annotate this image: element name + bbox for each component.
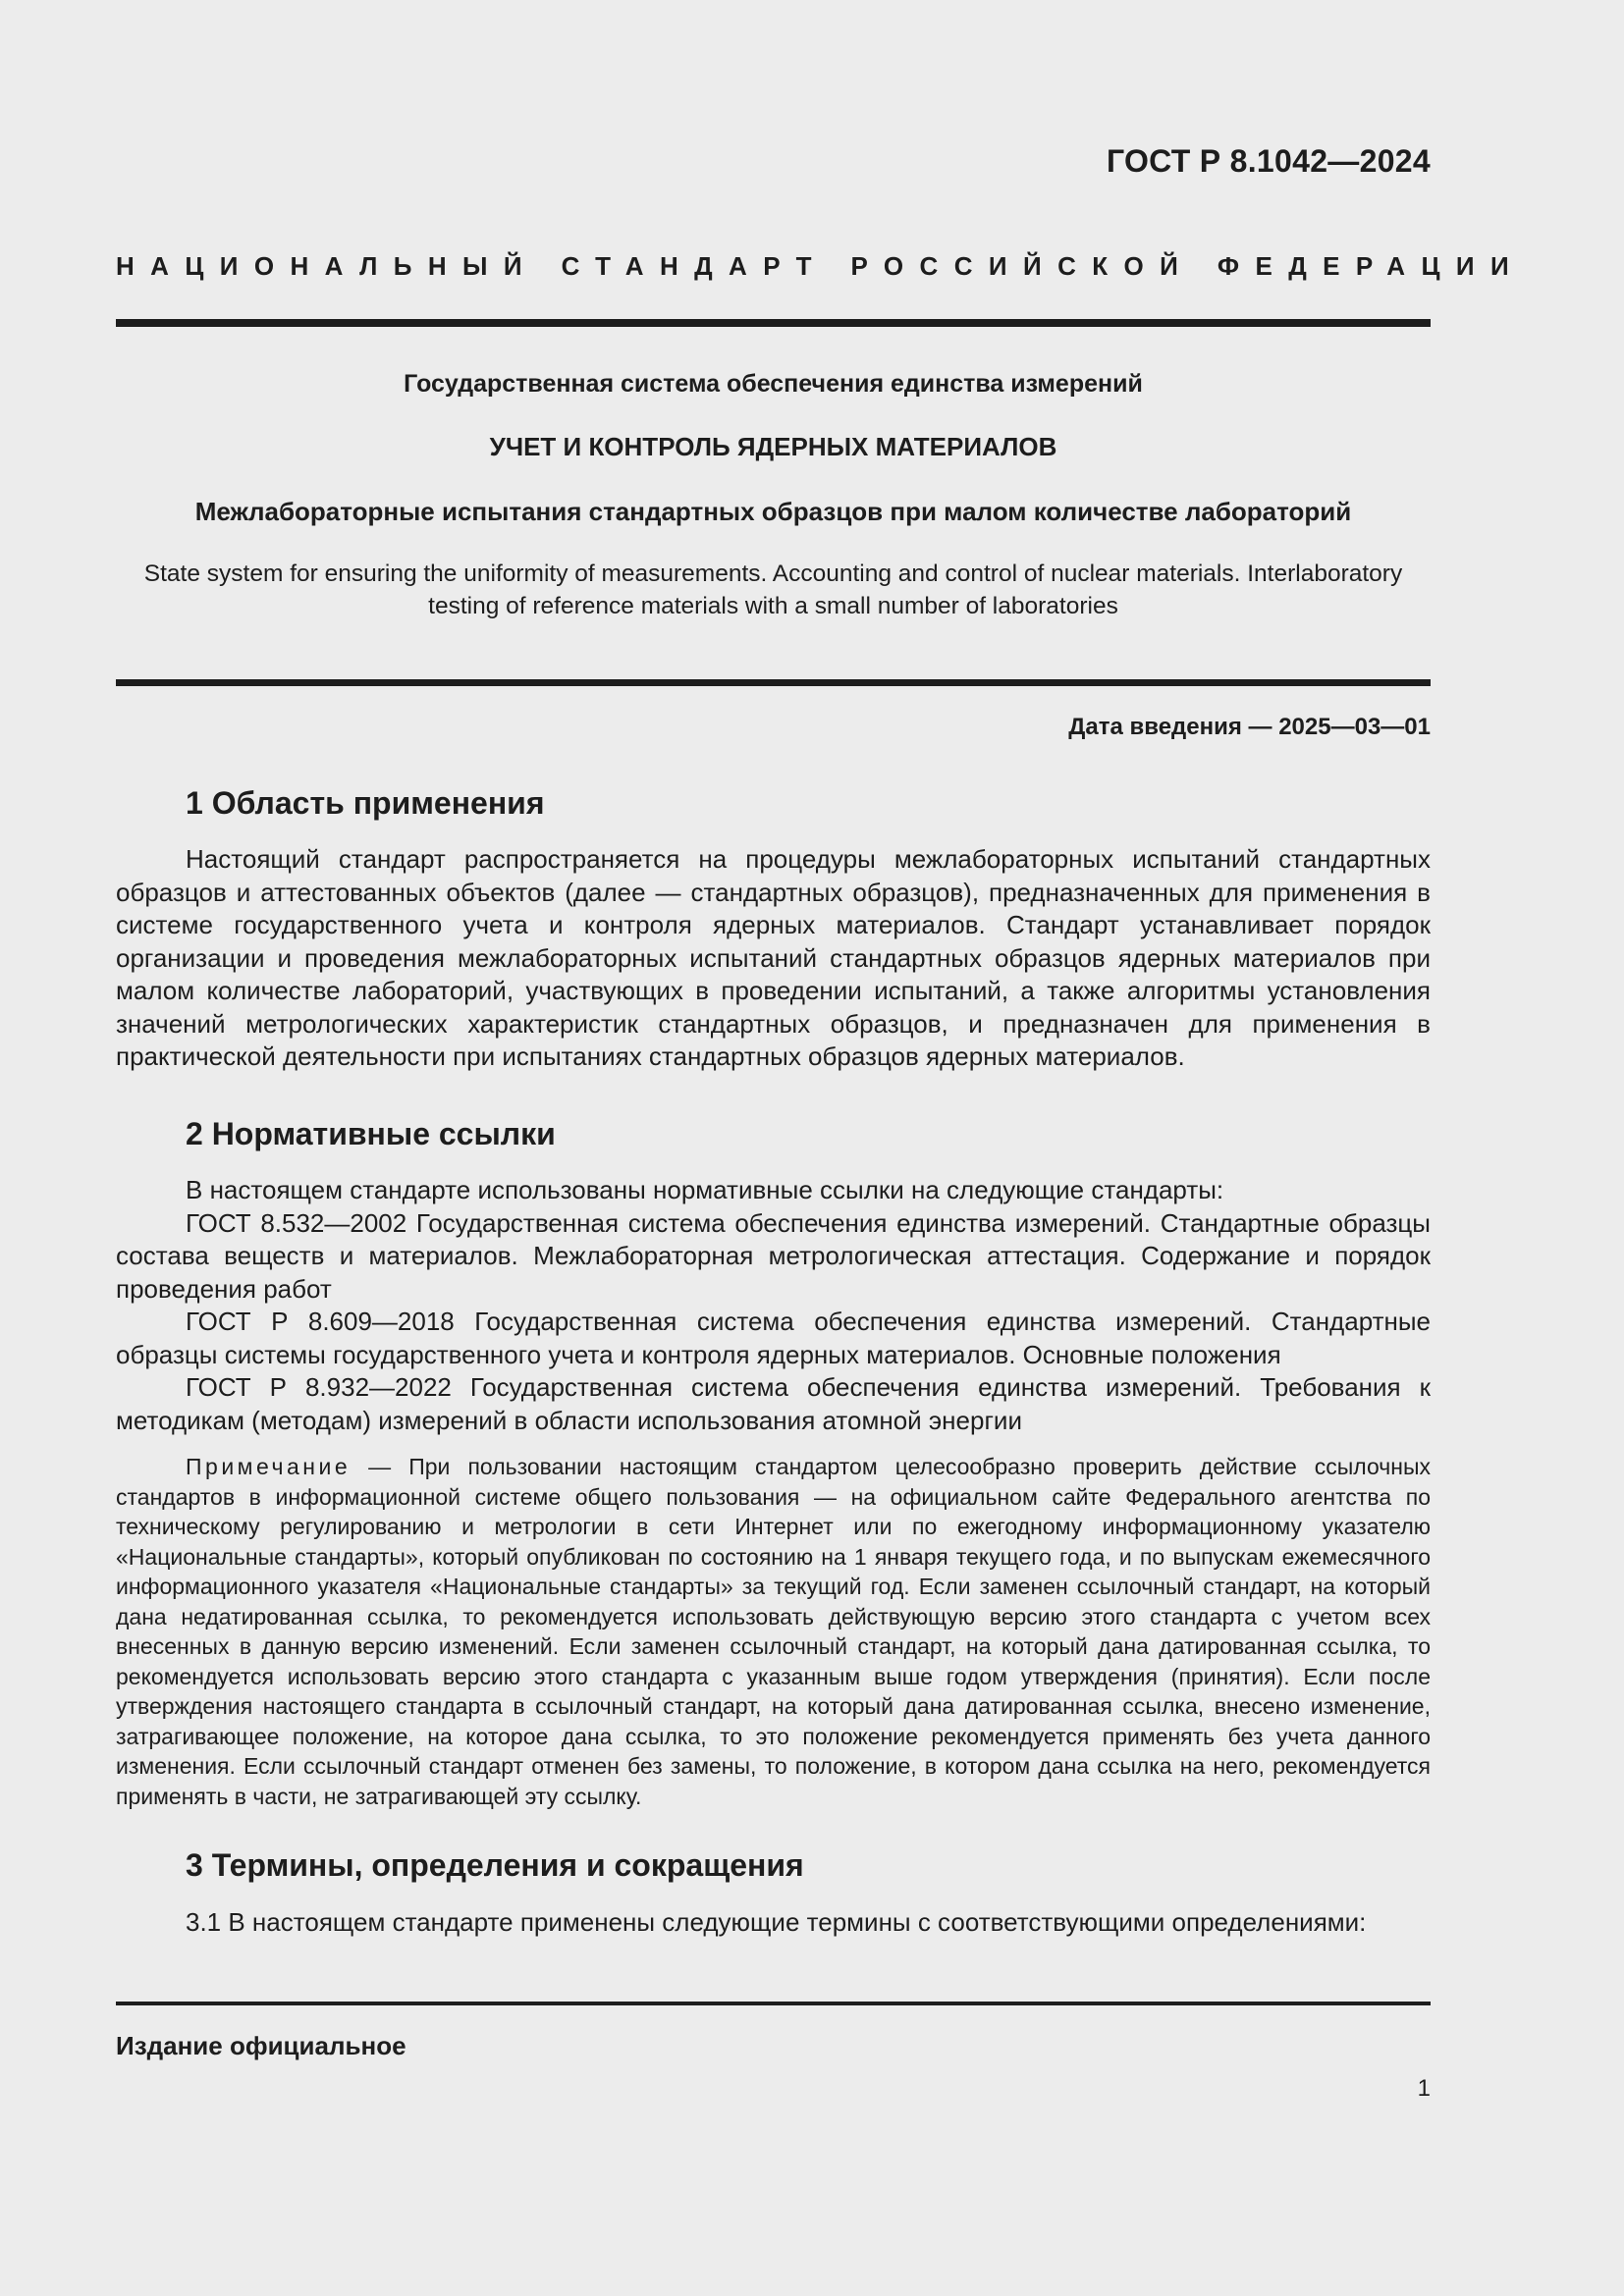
title-sub: Межлабораторные испытания стандартных образцов при малом количестве лабораторий [194, 497, 1352, 526]
section-1-text: Настоящий стандарт распространяется на процедуры межлабораторных испытаний стандартных образцов и аттестованных объектов (далее — стандартных образцов), предназначенных для применения в системе государственного учета и контроля ядерных материалов. Стандарт устанавливает порядок организации и проведения межлабораторных испытаний стандартных образцов ядерных материалов при малом количестве лабораторий, участвующих в проведении испытаний, а также алгоритмы установления значений метрологических характеристик стандартных образцов, и предназначен для применения в практической деятельности при испытаниях стандартных образцов ядерных материалов. [116, 844, 1431, 1071]
top-divider [116, 319, 1431, 327]
national-standard-banner: НАЦИОНАЛЬНЫЙ СТАНДАРТ РОССИЙСКОЙ ФЕДЕРАЦИИ [116, 251, 1526, 281]
note-label: Примечание [186, 1454, 352, 1479]
footer-divider [116, 2002, 1431, 2005]
title-divider [116, 679, 1431, 686]
date-of-introduction: Дата введения — 2025—03—01 [1068, 714, 1431, 740]
section-3-text: 3.1 В настоящем стандарте применены следующие термины с соответствующими определениями: [186, 1907, 1367, 1937]
document-page [116, 0, 1526, 2296]
reference-item: ГОСТ Р 8.932—2022 Государственная система обеспечения единства измерений. Требования к методикам (методам) измерений в области использования атомной энергии [116, 1372, 1431, 1435]
note-text: — При пользовании настоящим стандартом целесообразно проверить действие ссылочных стандартов в информационной системе общего пользования — на официальном сайте Федерального агентства по техническому регулированию и метрологии в сети Интернет или по ежегодному информационному указателю «Национальные стандарты», который опубликован по состоянию на 1 января текущего года, и по выпускам ежемесячного информационного указателя «Национальные стандарты» за текущий год. Если заменен ссылочный стандарт, на который дана недатированная ссылка, то рекомендуется использовать действующую версию этого стандарта с учетом всех внесенных в данную версию изменений. Если заменен ссылочный стандарт, на который дана датированная ссылка, то рекомендуется использовать версию этого стандарта с указанным выше годом утверждения (принятия). Если после утверждения настоящего стандарта в ссылочный стандарт, на который дана датированная ссылка, внесено изменение, затрагивающее положение, на которое дана ссылка, то это положение рекомендуется применять без учета данного изменения. Если ссылочный стандарт отменен без замены, то положение, в котором дана ссылка на него, рекомендуется применять в части, не затрагивающей эту ссылку. [116, 1454, 1431, 1809]
official-edition: Издание официальное [116, 2031, 406, 2060]
title-system: Государственная система обеспечения единства измерений [404, 370, 1143, 398]
section-2-heading: 2 Нормативные ссылки [186, 1116, 556, 1151]
english-title: State system for ensuring the uniformity of measurements. Accounting and control of nuclear materials. Interlaboratory testing of reference materials with a small number of laboratories [143, 561, 1403, 619]
references-intro: В настоящем стандарте использованы нормативные ссылки на следующие стандарты: [186, 1175, 1224, 1204]
section-1-heading: 1 Область применения [186, 785, 545, 821]
title-main: УЧЕТ И КОНТРОЛЬ ЯДЕРНЫХ МАТЕРИАЛОВ [489, 432, 1057, 461]
standard-designation: ГОСТ Р 8.1042—2024 [1106, 143, 1431, 179]
reference-item: ГОСТ 8.532—2002 Государственная система обеспечения единства измерений. Стандартные образцы состава веществ и материалов. Межлабораторная метрологическая аттестация. Содержание и порядок проведения работ [116, 1207, 1431, 1304]
reference-item: ГОСТ Р 8.609—2018 Государственная система обеспечения единства измерений. Стандартные образцы системы государственного учета и контроля ядерных материалов. Основные положения [116, 1307, 1431, 1369]
note [116, 1452, 1431, 1811]
section-3-heading: 3 Термины, определения и сокращения [186, 1847, 804, 1883]
page-number: 1 [1417, 2075, 1431, 2102]
normative-references [116, 1174, 1431, 1437]
